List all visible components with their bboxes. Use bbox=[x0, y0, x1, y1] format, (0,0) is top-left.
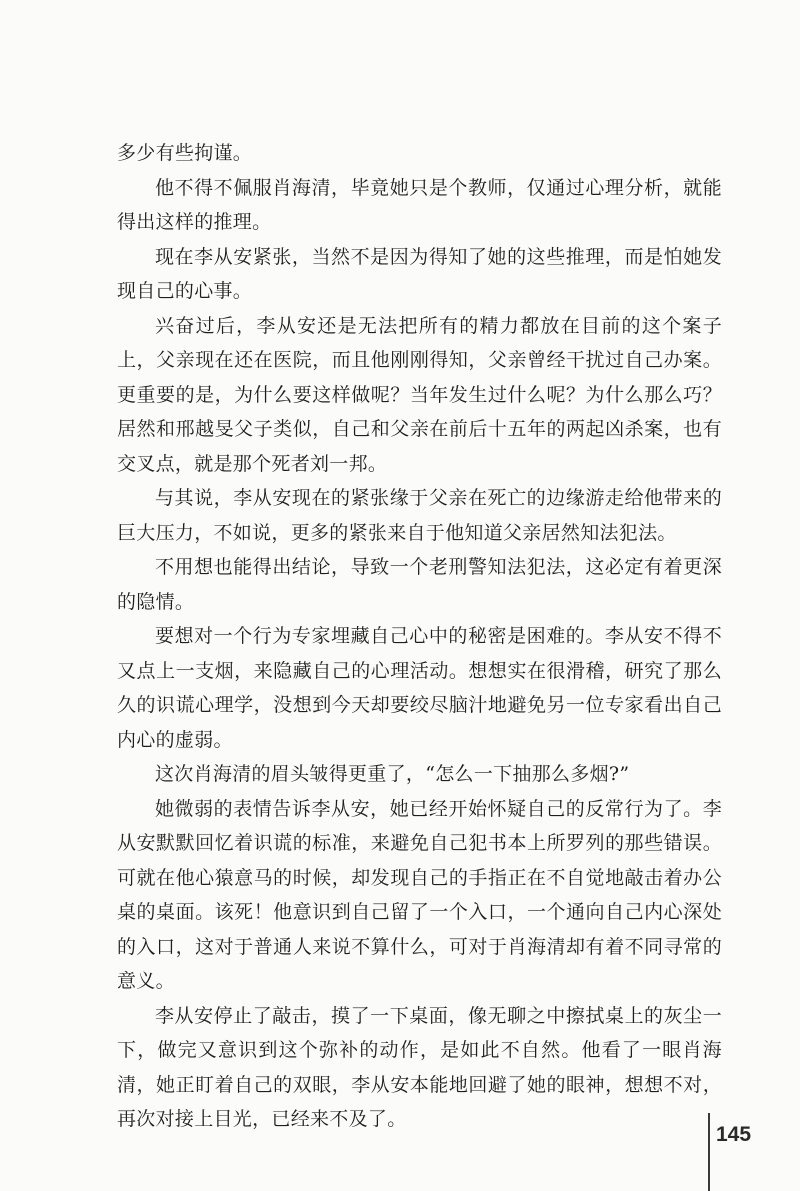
page-number: 145 bbox=[716, 1123, 752, 1146]
paragraph: 她微弱的表情告诉李从安，她已经开始怀疑自己的反常行为了。李从安默默回忆着识谎的标准，来避免自己犯书本上所罗列的那些错误。可就在他心猿意马的时候，却发现自己的手指正在不自觉地敲击着办公桌的桌面。该死！他意识到自己留了一个入口，一个通向自己内心深处的入口，这对于普通人来说不算什么，可对于肖海清却有着不同寻常的意义。 bbox=[117, 797, 722, 992]
paragraph: 兴奋过后，李从安还是无法把所有的精力都放在目前的这个案子上，父亲现在还在医院，而且他刚刚得知，父亲曾经干扰过自己办案。更重要的是，为什么要这样做呢？当年发生过什么呢？为什么那么巧？居然和邢越旻父子类似，自己和父亲在前后十五年的两起凶杀案，也有交叉点，就是那个死者刘一邦。 bbox=[117, 314, 722, 475]
body-text bbox=[117, 136, 722, 1137]
paragraph: 现在李从安紧张，当然不是因为得知了她的这些推理，而是怕她发现自己的心事。 bbox=[117, 245, 722, 302]
paragraph: 李从安停止了敲击，摸了一下桌面，像无聊之中擦拭桌上的灰尘一下，做完又意识到这个弥补的动作，是如此不自然。他看了一眼肖海清，她正盯着自己的双眼，李从安本能地回避了她的眼神，想想不对，再次对接上目光，已经来不及了。 bbox=[117, 1004, 722, 1130]
paragraph: 不用想也能得出结论，导致一个老刑警知法犯法，这必定有着更深的隐情。 bbox=[117, 556, 722, 613]
paragraph: 这次肖海清的眉头皱得更重了，“怎么一下抽那么多烟?” bbox=[155, 763, 630, 785]
paragraph: 要想对一个行为专家埋藏自己心中的秘密是困难的。李从安不得不又点上一支烟，来隐藏自己的心理活动。想想实在很滑稽，研究了那么久的识谎心理学，没想到今天却要绞尽脑汁地避免另一位专家看出自己内心的虚弱。 bbox=[117, 625, 722, 751]
margin-rule bbox=[708, 1113, 710, 1191]
paragraph-continuation: 多少有些拘谨。 bbox=[117, 142, 253, 164]
paragraph: 与其说，李从安现在的紧张缘于父亲在死亡的边缘游走给他带来的巨大压力，不如说，更多的紧张来自于他知道父亲居然知法犯法。 bbox=[117, 487, 722, 544]
paragraph: 他不得不佩服肖海清，毕竟她只是个教师，仅通过心理分析，就能得出这样的推理。 bbox=[117, 176, 722, 233]
